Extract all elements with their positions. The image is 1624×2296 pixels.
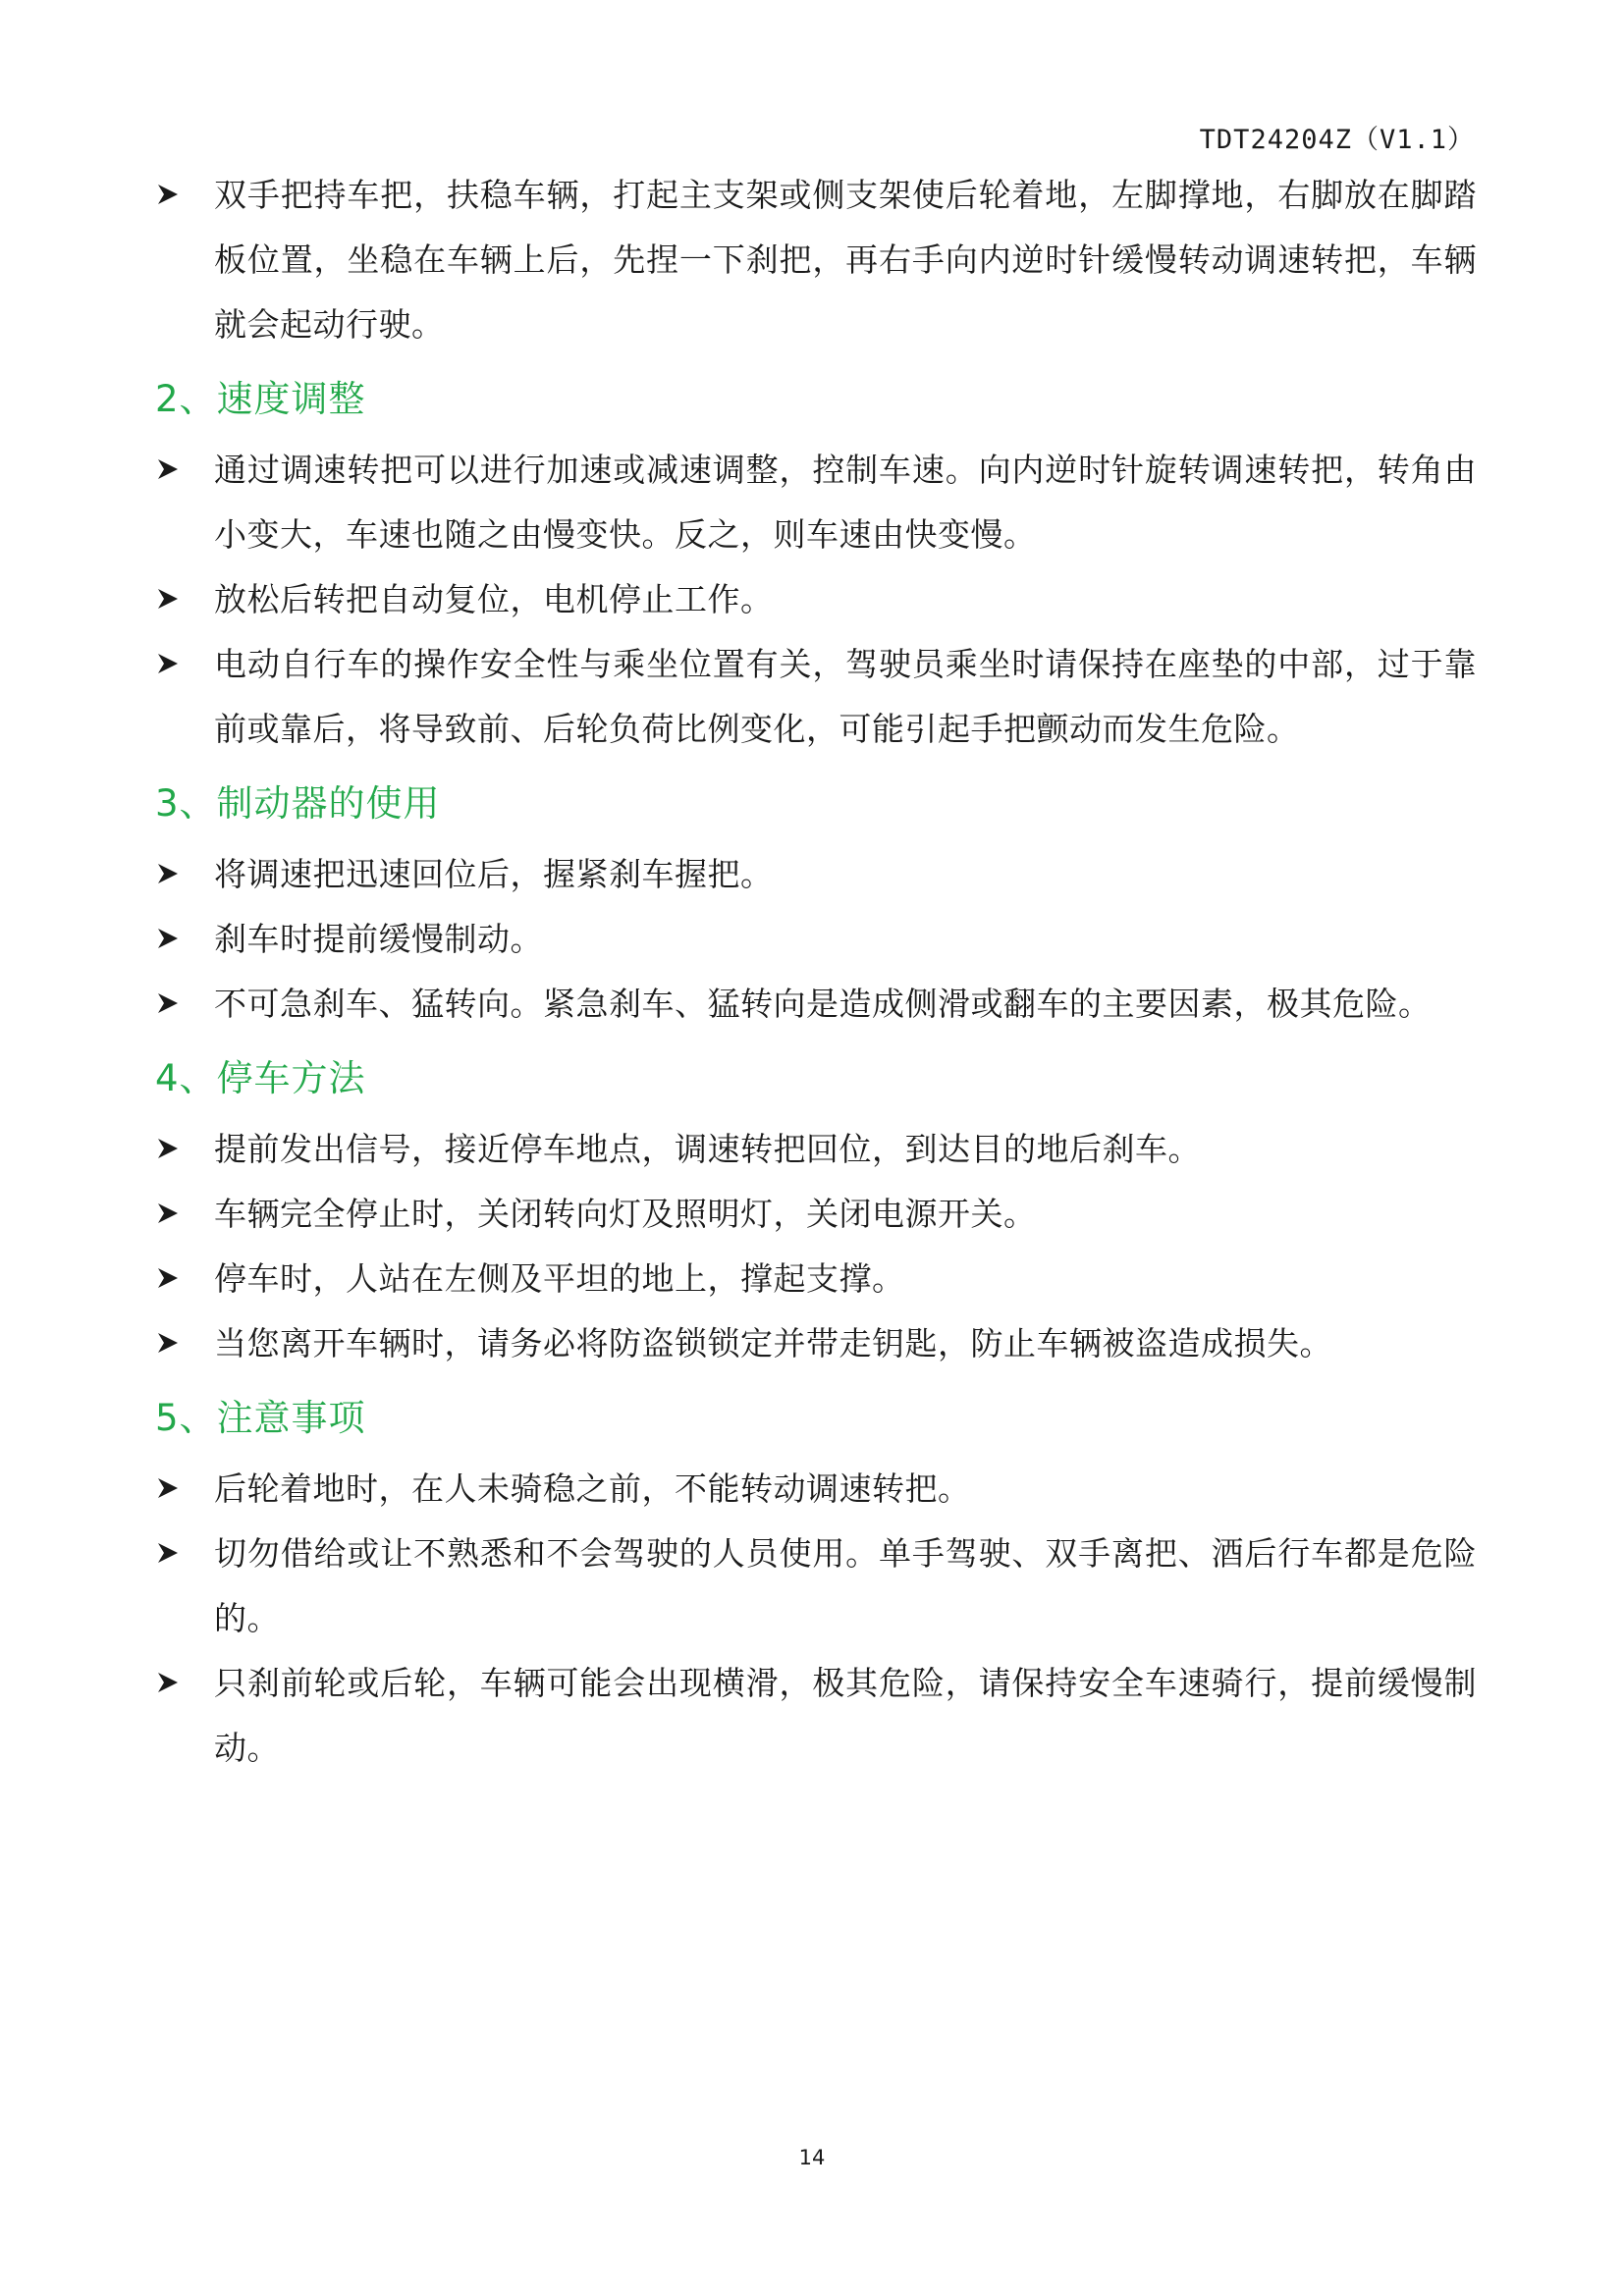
list-item — [155, 1651, 1477, 1781]
list-item-text: 提前发出信号，接近停车地点，调速转把回位，到达目的地后刹车。 — [214, 1130, 1201, 1168]
list-item — [155, 1182, 1477, 1247]
list-item — [155, 567, 1477, 632]
list-item — [155, 1117, 1477, 1182]
arrowhead-bullet-icon — [155, 1247, 214, 1311]
list-item-text: 双手把持车把，扶稳车辆，打起主支架或侧支架使后轮着地，左脚撑地，右脚放在脚踏板位置，坐稳在车辆上后，先捏一下刹把，再右手向内逆时针缓慢转动调速转把，车辆就会起动行驶。 — [214, 176, 1477, 344]
list-item-text: 通过调速转把可以进行加速或减速调整，控制车速。向内逆时针旋转调速转把，转角由小变大，车速也随之由慢变快。反之，则车速由快变慢。 — [214, 451, 1477, 554]
arrowhead-bullet-icon — [155, 1522, 214, 1586]
section-heading-speed: 2、速度调整 — [155, 378, 366, 420]
arrowhead-bullet-icon — [155, 438, 214, 503]
section-heading-notes: 5、注意事项 — [155, 1397, 366, 1439]
section-heading-brakes: 3、制动器的使用 — [155, 782, 441, 825]
list-item — [155, 1311, 1477, 1376]
page-number: 14 — [798, 2146, 826, 2169]
arrowhead-bullet-icon — [155, 632, 214, 697]
list-item-text: 车辆完全停止时，关闭转向灯及照明灯，关闭电源开关。 — [214, 1195, 1037, 1233]
list-item-text: 不可急刹车、猛转向。紧急刹车、猛转向是造成侧滑或翻车的主要因素，极其危险。 — [214, 985, 1432, 1023]
arrowhead-bullet-icon — [155, 163, 214, 228]
list-item-text: 将调速把迅速回位后，握紧刹车握把。 — [214, 855, 774, 893]
list-item — [155, 438, 1477, 567]
arrowhead-bullet-icon — [155, 1182, 214, 1247]
list-item — [155, 632, 1477, 762]
list-item-text: 后轮着地时，在人未骑稳之前，不能转动调速转把。 — [214, 1469, 971, 1508]
list-item — [155, 1457, 1477, 1522]
list-item — [155, 972, 1477, 1037]
list-item-text: 放松后转把自动复位，电机停止工作。 — [214, 580, 774, 618]
arrowhead-bullet-icon — [155, 1311, 214, 1376]
list-item-text: 停车时，人站在左侧及平坦的地上，撑起支撑。 — [214, 1259, 905, 1298]
list-item — [155, 907, 1477, 972]
document-body — [155, 163, 1477, 1781]
arrowhead-bullet-icon — [155, 1117, 214, 1182]
arrowhead-bullet-icon — [155, 1651, 214, 1716]
arrowhead-bullet-icon — [155, 567, 214, 632]
document-code: TDT24204Z（V1.1） — [1199, 125, 1475, 155]
list-item — [155, 163, 1477, 357]
list-item — [155, 1522, 1477, 1651]
arrowhead-bullet-icon — [155, 907, 214, 972]
arrowhead-bullet-icon — [155, 1457, 214, 1522]
section-heading-parking: 4、停车方法 — [155, 1057, 366, 1099]
list-item-text: 只刹前轮或后轮，车辆可能会出现横滑，极其危险，请保持安全车速骑行，提前缓慢制动。 — [214, 1664, 1477, 1767]
list-item — [155, 1247, 1477, 1311]
list-item-text: 切勿借给或让不熟悉和不会驾驶的人员使用。单手驾驶、双手离把、酒后行车都是危险的。 — [214, 1534, 1477, 1637]
list-item — [155, 842, 1477, 907]
list-item-text: 刹车时提前缓慢制动。 — [214, 920, 543, 958]
arrowhead-bullet-icon — [155, 972, 214, 1037]
arrowhead-bullet-icon — [155, 842, 214, 907]
list-item-text: 电动自行车的操作安全性与乘坐位置有关，驾驶员乘坐时请保持在座垫的中部，过于靠前或靠后，将导致前、后轮负荷比例变化，可能引起手把颤动而发生危险。 — [214, 645, 1477, 748]
list-item-text: 当您离开车辆时，请务必将防盗锁锁定并带走钥匙，防止车辆被盗造成损失。 — [214, 1324, 1332, 1362]
